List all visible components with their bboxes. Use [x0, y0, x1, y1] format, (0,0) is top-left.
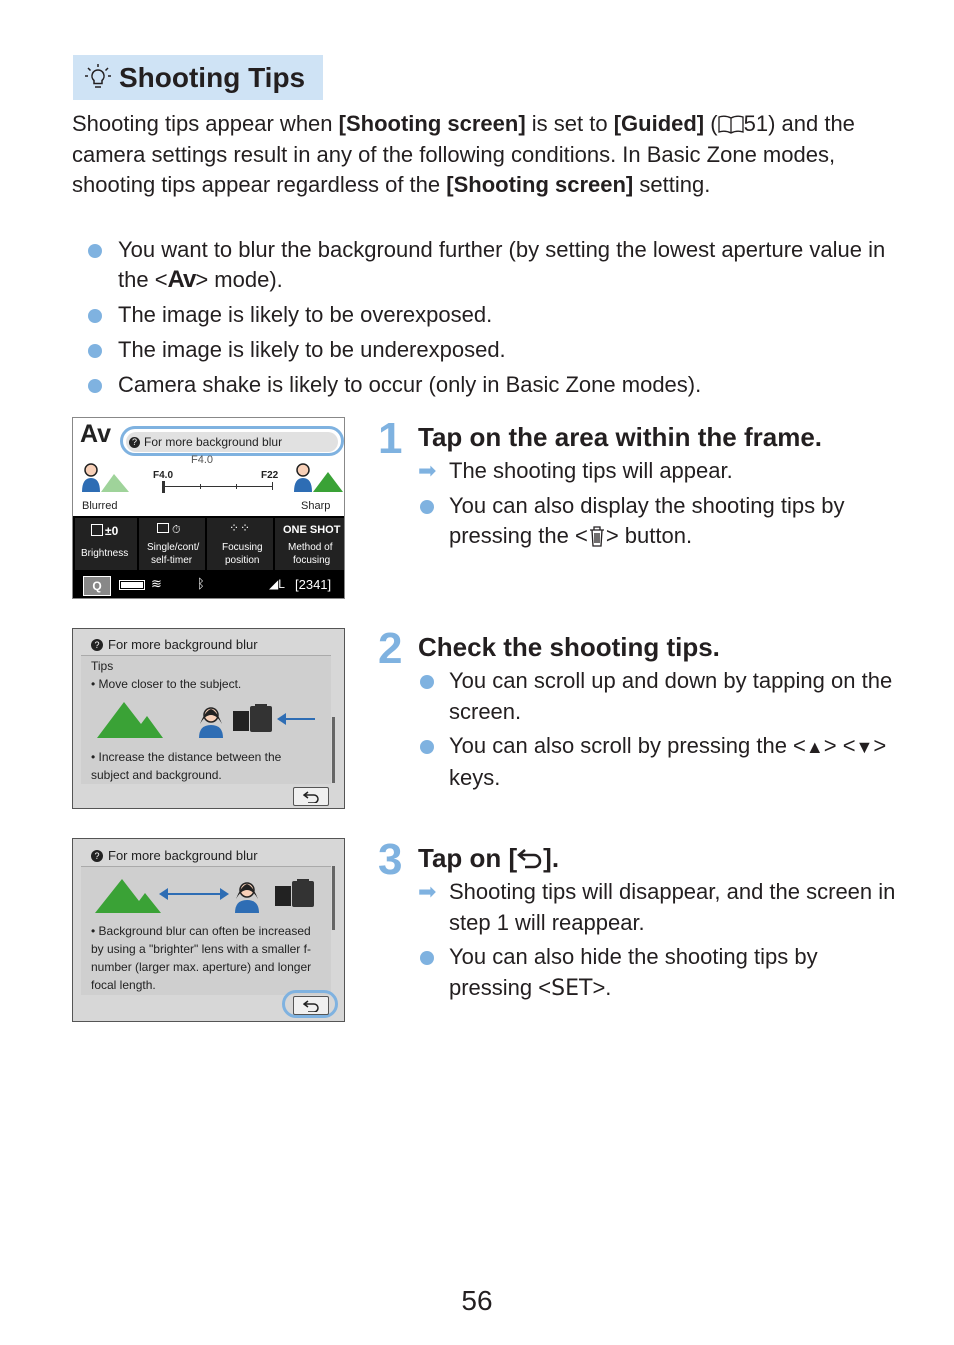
camera-screen-tips[interactable]	[72, 628, 345, 809]
list-item: You can also display the shooting tips by pressing the < > button.	[418, 491, 898, 552]
av-mode-symbol: Av	[167, 266, 196, 293]
list-item: You can scroll up and down by tapping on the screen.	[418, 666, 898, 727]
av-mode-label: Av	[80, 420, 112, 448]
sharp-subject-icon	[291, 460, 343, 492]
setting-brightness[interactable]: ±0 Brightness	[75, 518, 137, 570]
list-item: The image is likely to be overexposed.	[88, 300, 888, 330]
help-icon: ?	[91, 850, 103, 862]
step-number: 2	[378, 624, 403, 673]
list-item: ➡ The shooting tips will appear.	[418, 456, 898, 487]
q-button[interactable]: Q	[83, 576, 111, 596]
step-title: Tap on [ ].	[418, 843, 560, 873]
wifi-off-icon: ≋	[151, 576, 162, 591]
person-icon	[197, 706, 225, 738]
return-icon	[303, 791, 319, 803]
image-quality: ◢L	[269, 577, 285, 591]
camera-screen-shooting	[72, 417, 345, 599]
set-button-label: SET	[551, 975, 593, 1001]
step-title: Check the shooting tips.	[418, 632, 720, 662]
aperture-slider-handle[interactable]	[162, 481, 165, 493]
return-button[interactable]	[293, 996, 329, 1015]
help-icon: ?	[91, 639, 103, 651]
step-number: 3	[378, 835, 403, 884]
f-max-label: F22	[261, 470, 279, 481]
tips-heading: For more background blur	[108, 637, 258, 652]
f-min-label: F4.0	[153, 470, 174, 481]
sharp-label: Sharp	[301, 500, 331, 512]
list-item: You can also scroll by pressing the <▲> <▼> keys.	[418, 731, 898, 793]
setting-af-method[interactable]: ONE SHOT Method of focusing	[275, 518, 344, 570]
book-icon	[718, 114, 744, 134]
blurred-subject-icon	[79, 460, 129, 492]
mountain-icon	[97, 698, 163, 738]
list-item: The image is likely to be underexposed.	[88, 335, 888, 365]
page-reference: 51	[743, 111, 769, 136]
camera-icon	[275, 879, 315, 909]
arrow-both-icon	[163, 893, 221, 895]
step-number: 1	[378, 414, 403, 463]
tip-button[interactable]: ? For more background blur	[126, 432, 338, 452]
list-item: You want to blur the background further (by setting the lowest aperture value in the <Av> mode).	[88, 235, 888, 295]
aperture-badge: F4.0	[191, 454, 214, 466]
aperture-slider[interactable]	[163, 486, 273, 487]
shots-remaining: [2341]	[295, 577, 332, 592]
up-key-icon: ▲	[805, 737, 824, 757]
person-icon	[233, 881, 261, 913]
bluetooth-icon: ᛒ	[197, 576, 205, 591]
mountain-icon	[95, 875, 161, 913]
section-title-box	[73, 55, 323, 100]
return-icon	[303, 1000, 319, 1012]
battery-icon	[119, 580, 145, 590]
lightbulb-icon	[83, 63, 113, 93]
scrollbar[interactable]	[332, 717, 335, 783]
result-arrow-icon: ➡	[418, 458, 437, 483]
tips-panel[interactable]: • Background blur can often be increased by using a "brighter" lens with a smaller f- number (larger max. aperture) and longer focal length.	[81, 866, 331, 995]
page-number: 56	[461, 1285, 493, 1316]
camera-icon	[233, 704, 273, 734]
down-key-icon: ▼	[855, 737, 874, 757]
list-item: You can also hide the shooting tips by pressing <SET>.	[418, 942, 898, 1004]
tips-heading: For more background blur	[108, 848, 258, 863]
blurred-label: Blurred	[82, 500, 118, 512]
setting-af-point[interactable]: ⁘⁘ Focusing position	[207, 518, 273, 570]
list-item: Camera shake is likely to occur (only in Basic Zone modes).	[88, 370, 888, 400]
result-arrow-icon: ➡	[418, 879, 437, 904]
step-title: Tap on the area within the frame.	[418, 422, 823, 452]
intro-paragraph: Shooting tips appear when [Shooting screen] is set to [Guided] ( 51) and the camera settings result in any of the following conditions. In Basic Zone modes, shooting tips appear regardless of the [Shooting screen] setting.	[72, 111, 855, 198]
conditions-list	[88, 235, 888, 405]
return-icon	[517, 848, 543, 870]
section-title: Shooting Tips	[119, 61, 306, 93]
scrollbar[interactable]	[332, 866, 335, 930]
camera-screen-tips-scrolled[interactable]	[72, 838, 345, 1022]
return-button[interactable]	[293, 787, 329, 806]
help-icon: ?	[129, 437, 140, 448]
setting-drive[interactable]: ⏱ Single/cont/ self-timer	[139, 518, 205, 570]
tips-panel[interactable]: Tips • Move closer to the subject. • Increase the distance between the subject and background.	[81, 655, 331, 784]
trash-icon	[588, 525, 606, 547]
list-item: ➡ Shooting tips will disappear, and the screen in step 1 will reappear.	[418, 879, 896, 935]
